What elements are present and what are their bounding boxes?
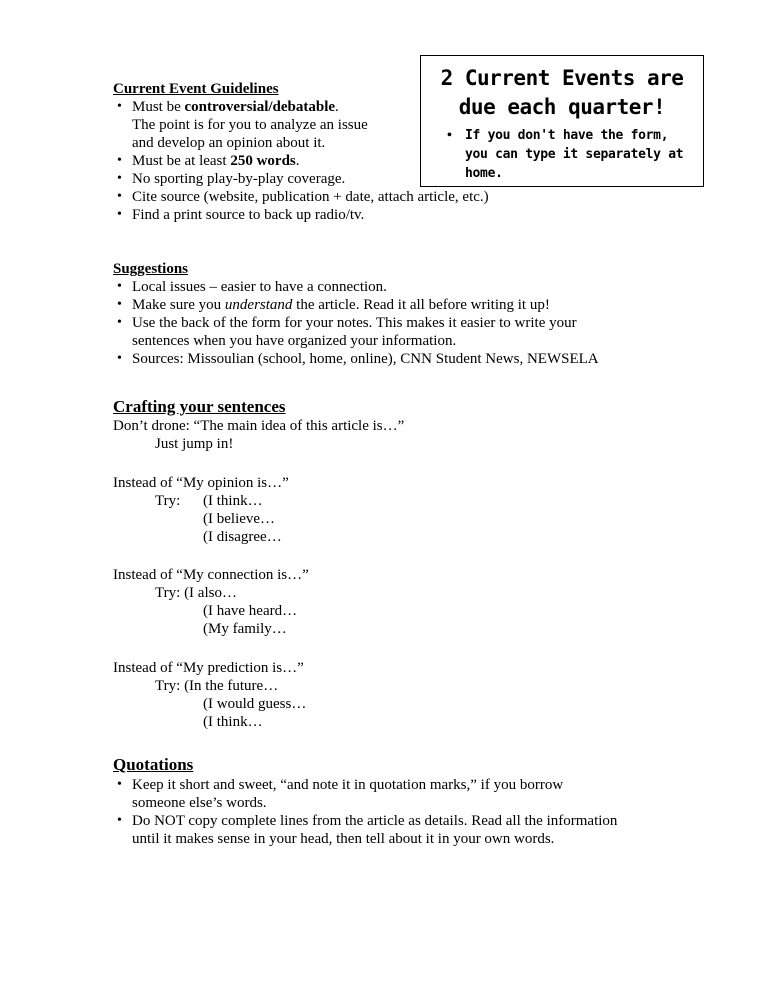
guidelines-list-continued bbox=[113, 188, 673, 224]
opinion-instead: Instead of “My opinion is…” bbox=[113, 475, 289, 491]
list-item bbox=[113, 206, 673, 224]
crafting-heading: Crafting your sentences bbox=[113, 397, 286, 416]
try-option: (I think… bbox=[203, 493, 263, 509]
list-item bbox=[113, 314, 713, 350]
list-item bbox=[113, 152, 423, 170]
opinion-try-row bbox=[155, 492, 263, 510]
suggestion-text: sentences when you have organized your information. bbox=[132, 333, 457, 349]
suggestion-text: the article. Read it all before writing it up! bbox=[292, 297, 550, 313]
guidelines-heading: Current Event Guidelines bbox=[113, 81, 279, 97]
guideline-text: Must be bbox=[132, 99, 185, 115]
quotation-text: until it makes sense in your head, then tell about it in your own words. bbox=[132, 831, 555, 847]
try-option: (I would guess… bbox=[203, 696, 307, 712]
connection-try-row bbox=[155, 584, 237, 602]
guideline-text: Cite source (website, publication + date, attach article, etc.) bbox=[132, 189, 489, 205]
suggestion-text: Sources: Missoulian (school, home, online), CNN Student News, NEWSELA bbox=[132, 351, 599, 367]
jump-line: Just jump in! bbox=[155, 436, 234, 452]
list-item bbox=[113, 350, 713, 368]
due-notice-headline: 2 Current Events are due each quarter! bbox=[440, 66, 684, 119]
list-item bbox=[113, 812, 713, 848]
guideline-emphasis: controversial/debatable bbox=[184, 99, 336, 115]
guideline-text: . bbox=[295, 153, 300, 169]
try-option: (I also… bbox=[184, 585, 237, 601]
list-item bbox=[113, 188, 673, 206]
suggestion-text: Local issues – easier to have a connection. bbox=[132, 279, 387, 295]
suggestions-list bbox=[113, 278, 713, 368]
try-option: (I disagree… bbox=[203, 529, 282, 545]
guideline-text: . bbox=[335, 99, 339, 115]
suggestion-emphasis: understand bbox=[224, 297, 293, 313]
list-item bbox=[113, 170, 423, 188]
drone-line: Don’t drone: “The main idea of this article is…” bbox=[113, 418, 405, 434]
prediction-instead: Instead of “My prediction is…” bbox=[113, 660, 304, 676]
suggestions-heading: Suggestions bbox=[113, 261, 189, 277]
try-label: Try: bbox=[155, 678, 181, 694]
quotation-text: someone else’s words. bbox=[132, 795, 267, 811]
guideline-text: The point is for you to analyze an issue bbox=[132, 117, 368, 133]
quotations-list bbox=[113, 776, 713, 848]
guideline-text: Find a print source to back up radio/tv. bbox=[132, 207, 365, 223]
prediction-try-row bbox=[155, 677, 278, 695]
try-option: (I believe… bbox=[203, 511, 276, 527]
list-item bbox=[113, 98, 423, 152]
due-notice-box bbox=[420, 55, 704, 187]
quotation-text: Keep it short and sweet, “and note it in quotation marks,” if you borrow bbox=[132, 777, 564, 793]
quotation-text: Do NOT copy complete lines from the article as details. Read all the information bbox=[132, 813, 618, 829]
try-label: Try: bbox=[155, 585, 181, 601]
try-option: (I think… bbox=[203, 714, 263, 730]
quotations-heading: Quotations bbox=[113, 755, 194, 774]
guideline-emphasis: 250 words bbox=[230, 153, 296, 169]
connection-instead: Instead of “My connection is…” bbox=[113, 567, 309, 583]
list-item bbox=[113, 296, 713, 314]
suggestion-text: Use the back of the form for your notes. This makes it easier to write your bbox=[132, 315, 577, 331]
try-option: (I have heard… bbox=[203, 603, 298, 619]
try-label: Try: bbox=[155, 493, 181, 509]
guideline-text: Must be at least bbox=[132, 153, 231, 169]
guidelines-list bbox=[113, 98, 423, 188]
guideline-text: and develop an opinion about it. bbox=[132, 135, 326, 151]
due-notice-tip: • If you don't have the form, you can type it separately at home. bbox=[451, 126, 695, 183]
try-option: (My family… bbox=[203, 621, 287, 637]
suggestion-text: Make sure you bbox=[132, 297, 225, 313]
guideline-text: No sporting play-by-play coverage. bbox=[132, 171, 346, 187]
list-item bbox=[113, 776, 713, 812]
try-option: (In the future… bbox=[184, 678, 279, 694]
list-item bbox=[113, 278, 713, 296]
